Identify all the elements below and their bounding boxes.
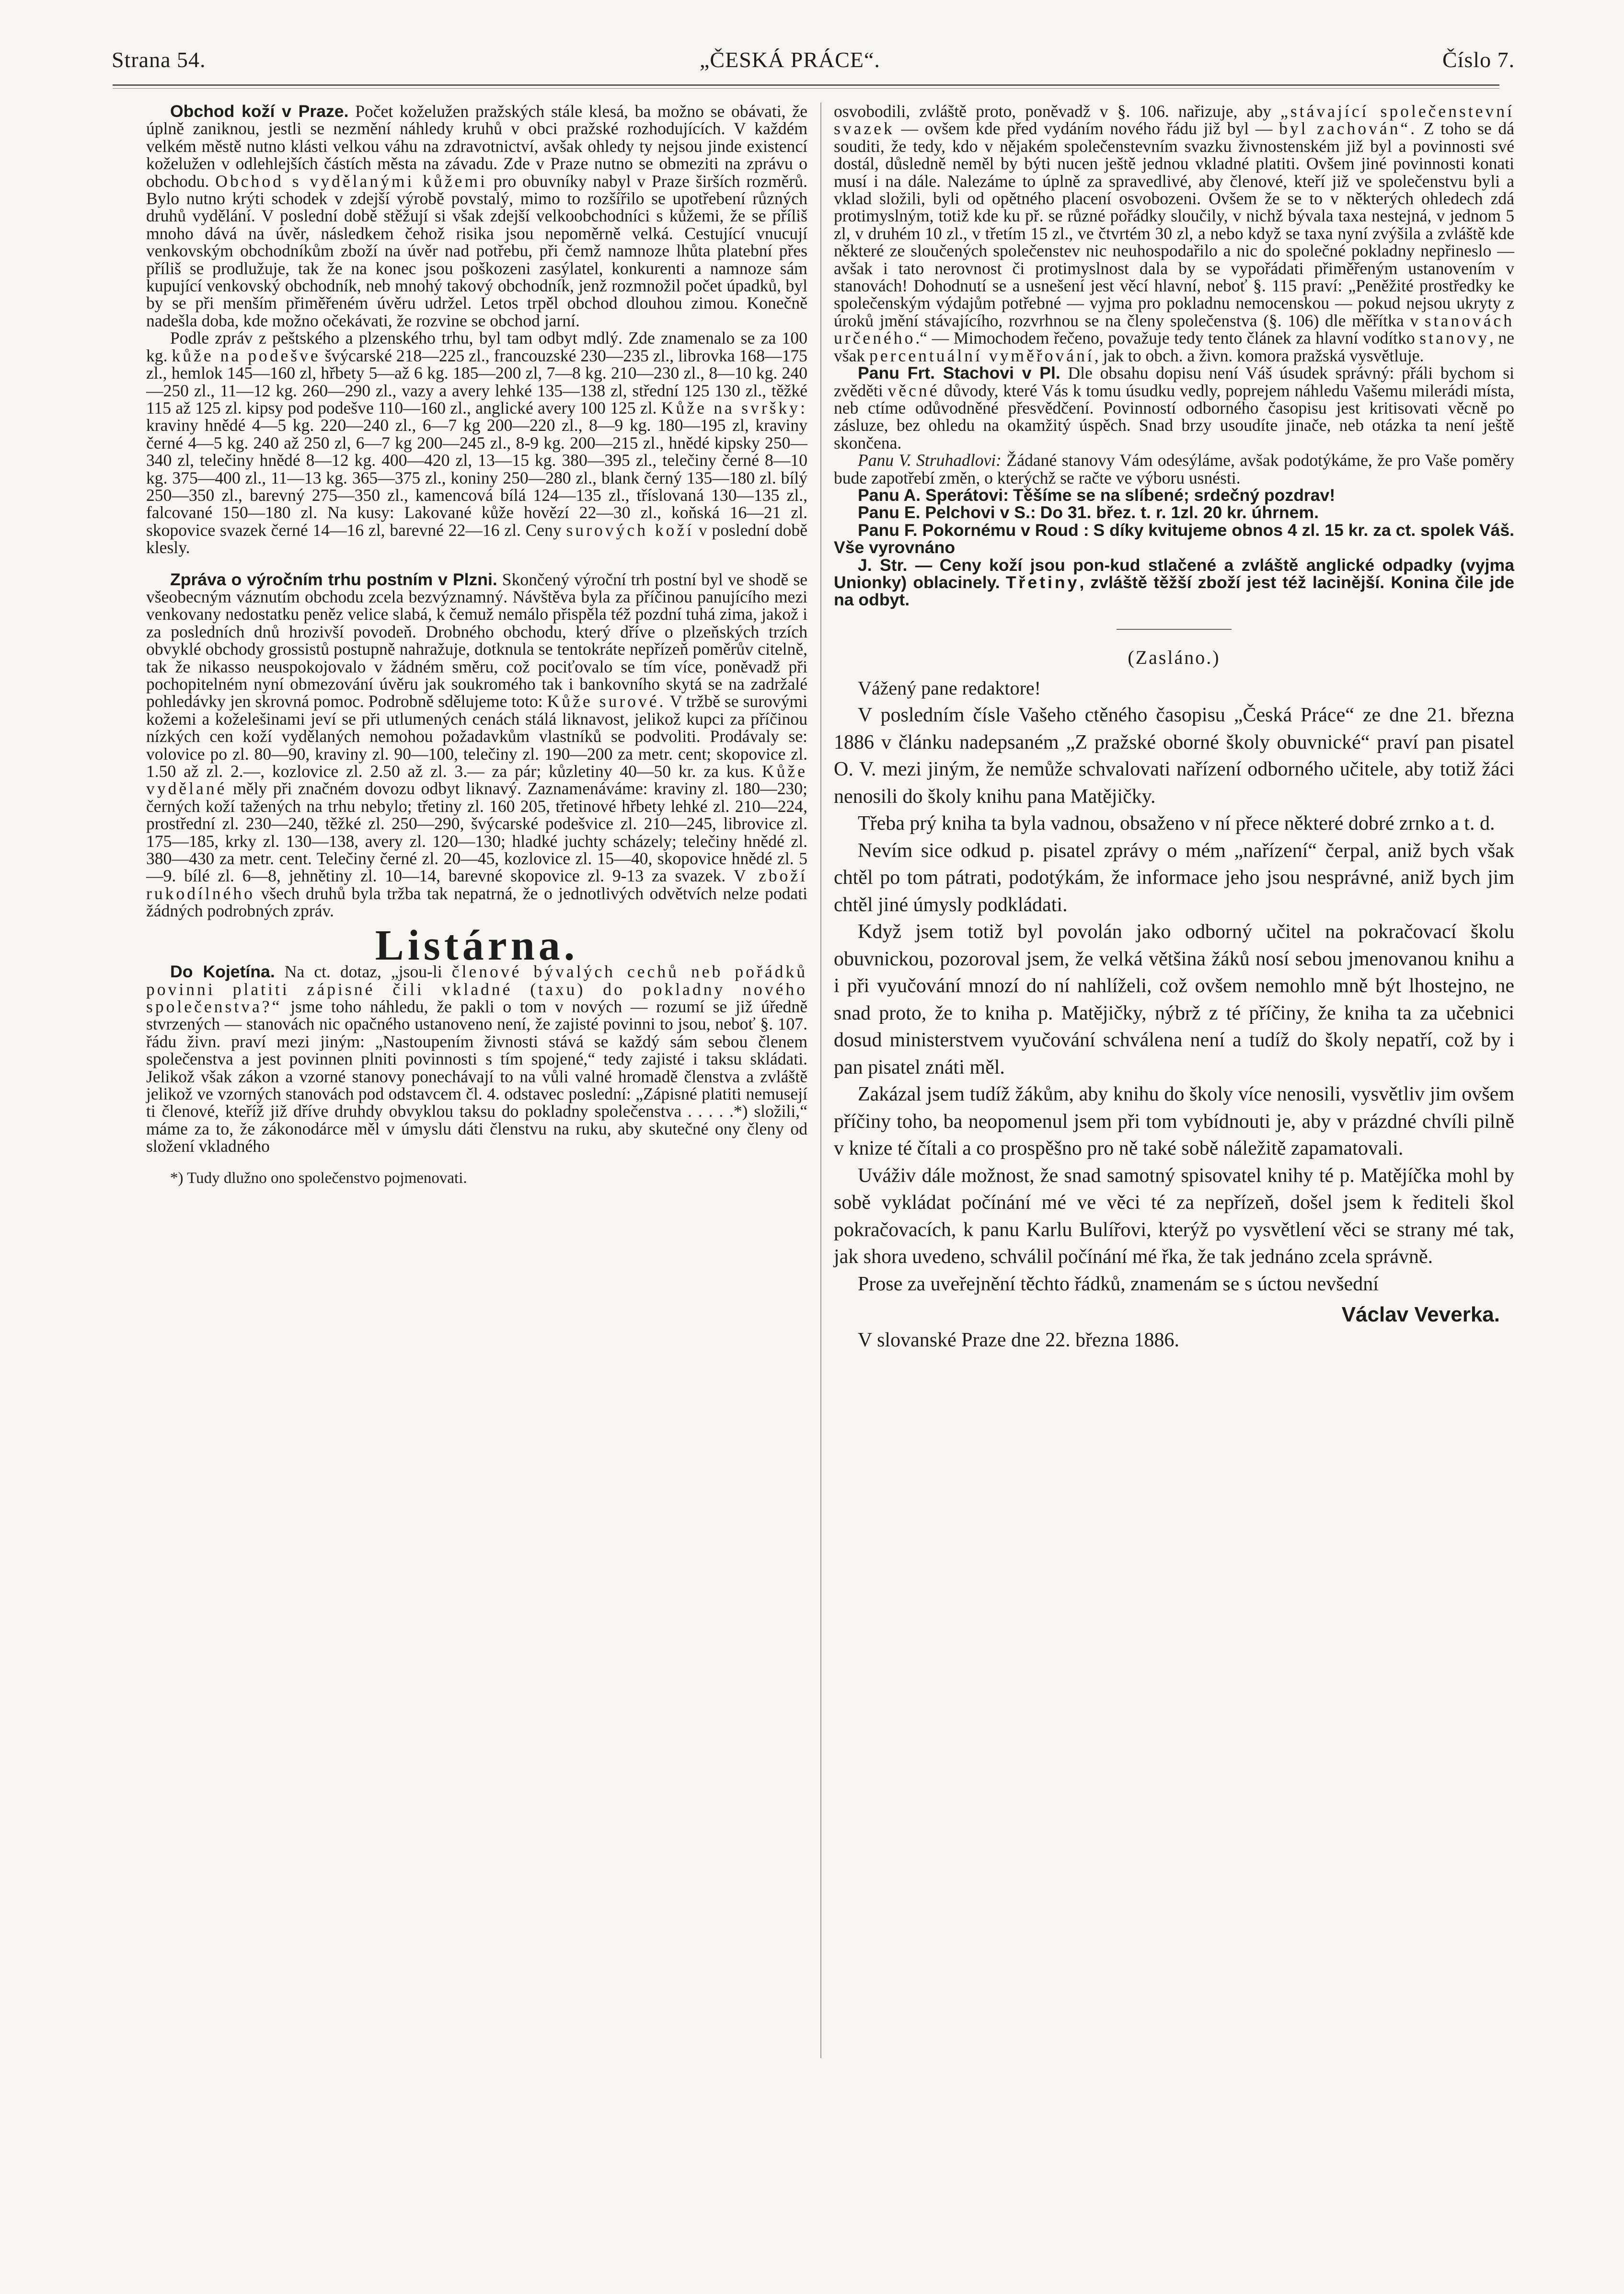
page-number: Strana 54. bbox=[112, 47, 206, 72]
letter-kojetin-continued: osvobodili, zvláště proto, poněvadž v §. 106. nařizuje, aby „stávající společenstevní svazek — ovšem kde před vydáním nového řádu již byl — byl zachován“. Z toho se dá souditi, že tedy, kdo v nějakém společenstevním svazku živnostenském již byl a povinnosti své dostál, důsledně neměl by býti nucen ještě jednou vkladné platiti. Ovšem jiné povinnosti konati musí i na dále. Nalezáme to úplně za spravedlivé, aby členové, kteří již ve společenstvu byli a vklad složili, byli od opětného placení osvobozeni. Ovšem že se to v některých ohledech zdá protimyslným, totiž kde ku př. se různé pořádky sloučily, v nichž bývala taxa nestejná, v jednom 5 zl, v druhém 10 zl., v třetím 15 zl., ve čtvrtém 30 zl, a nebo když se taxa nyní zvýšila a zvláště kde některé ze sloučených společenstev nic neuhospodařilo a nic do společné pokladny nepřineslo — avšak i tato nerovnost či protimyslnost dala by se vypořádati přiměřeným ustanovením v stanovách! Dohodnutí se a usnešení jest věcí hlavní, neboť §. 115 praví: „Peněžité prostředky ke společenským výdajům potřebné — vyjma pro pokladnu nemocenskou — pokud nejsou ukryty z úroků jmění stávajícího, rozvrhnou se na členy společenstva (§. 106) dle měřítka v stanovách určeného.“ — Mimochodem řečeno, považuje tedy tento článek za hlavní vodítko stanovy, ne však percentuální vyměřování, jak to obch. a živn. komora pražská vysvětluje. bbox=[834, 102, 1514, 365]
article-heading: J. Str. — bbox=[858, 555, 933, 575]
article-heading: Panu Frt. Stachovi v Pl. bbox=[858, 363, 1060, 383]
letter-place-date: V slovanské Praze dne 22. března 1886. bbox=[858, 1329, 1180, 1351]
letter-stach: Panu Frt. Stachovi v Pl. Dle obsahu dopisu není Váš úsudek správný: přáli bychom si zvěděti věcné důvody, které Vás k tomu úsudku vedly, poprejem náhledu Vašemu milerádi místa, neb ctíme odůvodněné přesvědčení. Povinností odborného časopisu jest kritisovati věcně po zásluze, bez ohledu na okamžitý úspěch. Snad brzy usoudíte jinače, neb otázka ta není ještě skončena. bbox=[834, 363, 1514, 452]
issue-number: Číslo 7. bbox=[1442, 47, 1515, 72]
section-divider bbox=[1117, 629, 1232, 630]
section-title-zaslano: (Zasláno.) bbox=[1128, 646, 1221, 668]
article-plzen: Zpráva o výročním trhu postním v Plzni. Skončený výroční trh postní byl ve shodě se všeobecným váznutím obchodu zcela bezvýznamný. Návštěva byla za příčinou panujícího mezi venkovany nedostatku peněz velice slabá, k čemuž nemálo přispěla též pozdní tuhá zima, jakož i za posledních dnů hrozivší povodeň. Drobného obchodu, který dříve o plzeňských trzích obvyklé obchody grossistů postupně nahražuje, dotknula se tentokráte nepřízeň poměrův citelně, tak že nikasso neuspokojovalo v žádném směru, což pociťovalo se tím více, poněvadž při pochopitelném nyní obmezování úvěru jak soukromého tak i bankovního skytá se na zadržalé pohledávky jen skrovná pomoc. Podrobně sdělujeme toto: Kůže surové. V tržbě se surovými kožemi a koželešinami jeví se při utlumených cenách stálá liknavost, jelikož kupci za příčinou nízkých cen koží vydělaných nemohou požadavkům vlastníků se podvoliti. Prodávaly se: volovice po zl. 80—90, kraviny zl. 90—100, telečiny zl. 190—200 za metr. cent; skopovice zl. 1.50 až zl. 2.—, kozlovice zl. 2.50 až zl. 3.— za pár; kůzletiny 40—50 kr. za kus. Kůže vydělané měly při značném dovozu odbyt liknavý. Zaznamenáváme: kraviny zl. 180—230; černých koží tažených na trhu nebylo; třetiny zl. 160 205, třetinové hřbety lehké zl. 210—224, prostřední zl. 230—240, těžké zl. 250—290, švýcarské podešvice zl. 210—245, librovice zl. 175—185, krky zl. 130—138, avery zl. 120—130; hladké juchty scházely; telečiny hnědé zl. 380—430 za metr. cent. Telečiny černé zl. 20—45, kozlovice zl. 15—40, skopovice hnědé zl. 5—9. bílé zl. 6—8, jehnětiny zl. 10—14, barevné skopovice zl. 9-13 za svazek. V zboží rukodílného všech druhů byla tržba tak nepatrná, že o jednotlivých odvětvích nelze podati žádných podrobných zpráv. bbox=[146, 569, 807, 921]
letter-salutation: Vážený pane redaktore! bbox=[858, 677, 1041, 699]
article-heading: Zpráva o výročním trhu postním v Plzni. bbox=[170, 569, 497, 589]
letter-paragraph: V posledním čísle Vašeho ctěného časopisu „Česká Práce“ ze dne 21. března 1886 v článku nadepsaném „Z pražské oborné školy obuvnické“ praví pan pisatel O. V. mezi jiným, že nemůže schvalovati nařízení odborného učitele, aby totiž žáci nenosili do školy knihu pana Matějičky. bbox=[834, 704, 1514, 808]
article-heading: Panu V. Struhadlovi: bbox=[858, 451, 1002, 470]
footnote: *) Tudy dlužno ono společenstvo pojmenovati. bbox=[170, 1169, 467, 1187]
left-column bbox=[146, 103, 807, 1187]
column-divider bbox=[820, 103, 821, 2058]
letter-kojetin: Do Kojetína. Na ct. dotaz, „jsou-li členové bývalých cechů neb pořádků povinni platiti zápisné čili vkladné (taxu) do pokladny nového společenstva?“ jsme toho náhledu, že pakli o tom v nových — rozumí se již úředně stvrzených — stanovách nic opačného ustanoveno není, že zajisté povinni to jsou, neboť §. 107. řádu živn. praví mezi jiným: „Nastoupením živnosti stává se každý sám sebou členem společenstva a jest povinnen plniti povinnosti s tím spojené,“ tedy zajisté i taksu skládati. Jelikož však zákon a vzorné stanovy ponechávají to na vůli valné hromadě členstva a zvláště jelikož ve vzorných stanovách pod odstavcem čl. 4. odstavec poslední: „Zápisné platiti nemusejí ti členové, kteříž již dříve druhdy obvyklou taksu do pokladny společenstva . . . . .*) složili,“ máme za to, že zákonodárce měl v úmyslu dáti členstvu na ruku, aby skutečné ony členy od složení vkladného bbox=[146, 962, 808, 1156]
article-heading: Panu A. Sperátovi: bbox=[858, 485, 1009, 505]
section-title-listarna: Listárna. bbox=[375, 921, 579, 969]
letter-pelchovi: Panu E. Pelchovi v S.: Do 31. břez. t. r. 1zl. 20 kr. úhrnem. bbox=[858, 503, 1319, 522]
letter-paragraph: Když jsem totiž byl povolán jako odborný učitel na pokračovací školu obuvnickou, pozoroval jsem, že velká většina žáků nosí sebou jmenovanou knihu a i při vyučování mnozí do ní nahlíželi, což ovšem nemohlo mně být lhostejno, ne snad proto, že to kniha p. Matějičky, nýbrž z té příčiny, že kniha ta za učebnici dosud ministerstvem vyučování schválena není a tudíž do školy nepatří, což by i pan pisatel znáti měl. bbox=[834, 921, 1514, 1078]
letter-struhadlo: Panu V. Struhadlovi: Žádané stanovy Vám odesýláme, avšak podotýkáme, že pro Vaše poměry bude zapotřebí změn, o kterýchž se račte ve výboru usnésti. bbox=[834, 451, 1514, 487]
article-heading: Panu F. Pokornému v Roud : bbox=[858, 520, 1089, 540]
article-heading: Panu E. Pelchovi v S.: bbox=[858, 503, 1036, 522]
letter-signature: Václav Veverka. bbox=[1341, 1303, 1500, 1327]
article-obchod: Obchod koží v Praze. Počet koželužen pražských stále klesá, ba možno se obávati, že úplně zaniknou, jestli se nezmění náhledy kruhů v obci pražské rozhodujících. V každém velkém městě nutno klásti velkou váhu na zdravotnictví, avšak ohledy ty nejsou jinde existencí koželužen v odlehlejších částích města na závadu. Zde v Praze nutno se obmeziti na zprávu o obchodu. Obchod s vydělanými kůžemi pro obuvníky nabyl v Praze širších rozměrů. Bylo nutno krýti schodek v zdejší výrobě povstalý, mimo to rozšířilo se upotřebení různých druhů vydělání. V poslední době stěžují si však zdejší velkoobchodníci s kůžemi, že se příliš mnoho dává na úvěr, následkem čehož risika jsou nepoměrně velká. Cestující vnucují venkovským obchodníkům zboží na úvěr nad potřebu, při čemž namnoze lhůta platební přes příliš se prodlužuje, tak že na konec jsou poškozeni zasýlatel, konkurenti a namnoze sám kupující venkovský obchodník, neb mnohý takový obchodník, jenž rozmnožil počet úpadků, byl by se při menším přiměřeném úvěru udržel. Letos trpěl obchod dlouhou zimou. Konečně nadešla doba, kde možno očekávati, že rozvine se obchod jarní. bbox=[146, 102, 807, 330]
article-obchod-prices: Podle zpráv z peštského a plzenského trhu, byl tam odbyt mdlý. Zde znamenalo se za 100 kg. kůže na podešve švýcarské 218—225 zl., francouzské 230—235 zl., librovka 168—175 zl., hemlok 145—160 zl, hřbety 5—až 6 kg. 185—200 zl, 7—8 kg. 210—230 zl., 8—10 kg. 240—250 zl., 11—12 kg. 260—290 zl., vazy a avery lehké 135—138 zl, střední 125 130 zl., těžké 115 až 125 zl. kipsy pod podešve 110—160 zl., anglické avery 100 125 zl. Kůže na svršky: kraviny hnědé 4—5 kg. 220—240 zl., 6—7 kg 200—220 zl., 8—9 kg. 180—195 zl, kraviny černé 4—5 kg. 240 až 250 zl, 6—7 kg 200—245 zl., 8-9 kg. 200—215 zl., hnědé kipsky 250—340 zl, telečiny hnědé 8—12 kg. 400—420 zl, 13—15 kg. 380—395 zl., telečiny černé 8—10 kg. 375—400 zl., 11—13 kg. 365—375 zl., koniny 250—280 zl., blank černý 135—180 zl. bílý 250—350 zl., barevný 275—350 zl., kamencová bílá 124—135 zl., tříslovaná 130—135 zl., falcované 150—180 zl. Na kusy: Lakované kůže hovězí 22—30 zl., koňská 16—21 zl. skopovice svazek černé 14—16 zl, barevné 22—16 zl. Ceny surových koží v poslední době klesly. bbox=[146, 328, 807, 557]
letter-paragraph: Třeba prý kniha ta byla vadnou, obsaženo v ní přece některé dobré zrnko a t. d. bbox=[858, 812, 1495, 835]
right-column bbox=[834, 103, 1514, 1349]
journal-title: „ČESKÁ PRÁCE“. bbox=[700, 47, 880, 72]
article-heading: Do Kojetína. bbox=[170, 962, 275, 982]
letter-speratovi: Panu A. Sperátovi: Těšíme se na slíbené; srdečný pozdrav! bbox=[858, 485, 1336, 505]
header-rule bbox=[113, 84, 1499, 86]
article-heading: Obchod koží v Praze. bbox=[170, 102, 349, 121]
letter-pokornemu: Panu F. Pokornému v Roud : S díky kvitujeme obnos 4 zl. 15 kr. za ct. spolek Váš. Vše vyrovnáno bbox=[834, 520, 1514, 557]
header-rule-thin bbox=[113, 88, 1499, 89]
letter-str: J. Str. — Ceny koží jsou pon-kud stlačené a zvláště anglické odpadky (vyjma Unionky) oblacinely. Třetiny, zvláště těžší zboží jest též lacinější. Konina čile jde na odbyt. bbox=[834, 555, 1514, 610]
letter-paragraph: Prose za uveřejnění těchto řádků, znamenám se s úctou nevšední bbox=[858, 1273, 1379, 1295]
letter-paragraph: Nevím sice odkud p. pisatel zprávy o mém „nařízení“ čerpal, aniž bych však chtěl po tom pátrati, podotýkám, že informace jeho jsou nesprávné, aniž bych jim chtěl jiné úmysly podkládati. bbox=[834, 839, 1514, 916]
letter-paragraph: Uváživ dále možnost, že snad samotný spisovatel knihy té p. Matějíčka mohl by sobě vykládat počínání mé ve věci té za nepřízeň, došel jsem k řediteli škol pokračovacích, k panu Karlu Bulířovi, kterýž po vysvětlení věci se strany mé tak, jak shora uvedeno, schválil počínání mé řka, že tak jednáno zcela správně. bbox=[834, 1164, 1514, 1268]
letter-paragraph: Zakázal jsem tudíž žákům, aby knihu do školy více nenosili, vysvětliv jim ovšem příčiny toho, ba neopomenul jsem při tom vybídnouti je, aby v prázdné chvíli pilně v knize té čítali a co prospěšno pro ně také sobě náležitě zapamatovali. bbox=[834, 1083, 1514, 1160]
